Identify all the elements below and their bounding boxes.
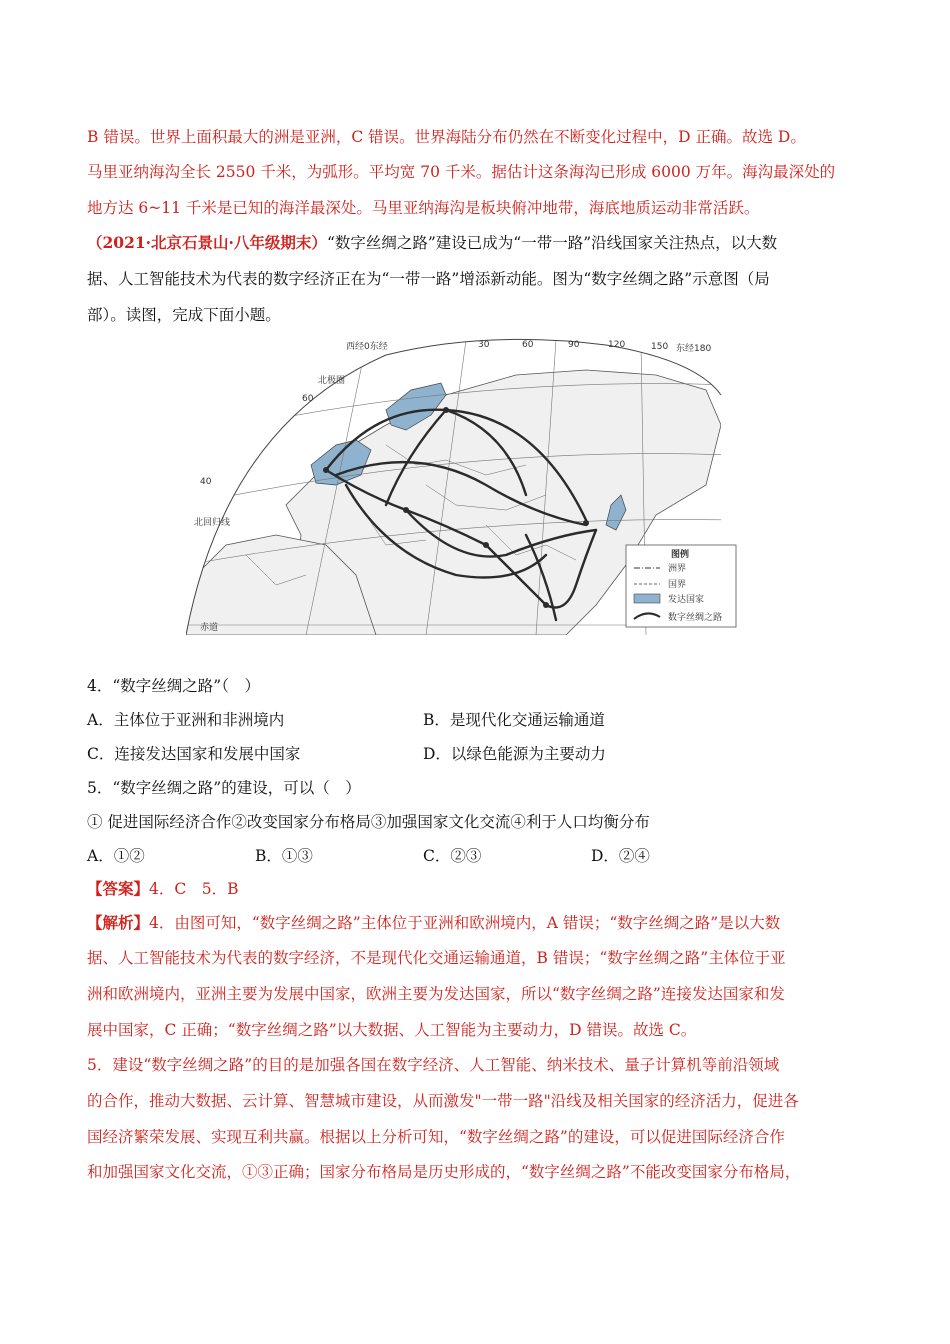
map-label-equator: 赤道 bbox=[200, 623, 219, 633]
map-label-top: 150 bbox=[651, 342, 669, 352]
answer-tag: 【答案】 bbox=[87, 879, 150, 898]
q5-option-a: A．①② bbox=[87, 847, 145, 865]
analysis-line: 和加强国家文化交流，①③正确；国家分布格局是历史形成的，“数字丝绸之路”不能改变国家分布格局， bbox=[87, 1163, 801, 1181]
analysis-line: 的合作，推动大数据、云计算、智慧城市建设，从而激发"一带一路"沿线及相关国家的经济活力，促进各 bbox=[87, 1092, 799, 1110]
map-label-top: 120 bbox=[608, 340, 626, 350]
analysis-line: 国经济繁荣发展、实现互利共赢。根据以上分析可知，“数字丝绸之路”的建设，可以促进国际经济合作 bbox=[87, 1128, 785, 1146]
question-4-stem: 4．“数字丝绸之路”（ ） bbox=[87, 677, 260, 695]
q4-option-b: B．是现代化交通运输通道 bbox=[423, 711, 605, 729]
answer-text: 4．C 5．B bbox=[149, 880, 239, 898]
map-label-top: 30 bbox=[478, 340, 490, 350]
legend-item: 国界 bbox=[668, 580, 687, 590]
q4-option-c: C．连接发达国家和发展中国家 bbox=[87, 745, 301, 763]
analysis-text: 4．由图可知，“数字丝绸之路”主体位于亚洲和欧洲境内，A 错误；“数字丝绸之路”是以大数 bbox=[149, 914, 781, 932]
map-legend bbox=[626, 545, 736, 627]
map-label-arctic: 北极圈 bbox=[318, 376, 346, 386]
digital-silk-road-map bbox=[186, 335, 746, 635]
map-label-lat: 40 bbox=[200, 477, 212, 487]
text-line: 马里亚纳海沟全长 2550 千米，为弧形。平均宽 70 千米。据估计这条海沟已形成 6000 万年。海沟最深处的 bbox=[87, 163, 836, 181]
map-label-top: 60 bbox=[522, 340, 534, 350]
q4-option-a: A．主体位于亚洲和非洲境内 bbox=[87, 711, 285, 729]
map-label-top: 90 bbox=[568, 340, 580, 350]
legend-item: 数字丝绸之路 bbox=[668, 613, 723, 623]
answer-line bbox=[87, 879, 877, 899]
q5-option-c: C．②③ bbox=[423, 847, 482, 865]
analysis-line bbox=[87, 913, 877, 933]
question-intro bbox=[87, 233, 877, 253]
analysis-line: 洲和欧洲境内，亚洲主要为发展中国家，欧洲主要为发达国家，所以“数字丝绸之路”连接发达国家和发 bbox=[87, 985, 785, 1003]
q5-option-d: D．②④ bbox=[591, 847, 650, 865]
map-label-lat: 60 bbox=[302, 394, 314, 404]
question-5-stem: 5．“数字丝绸之路”的建设，可以（ ） bbox=[87, 779, 361, 797]
intro-text: “数字丝绸之路”建设已成为“一带一路”沿线国家关注热点，以大数 bbox=[326, 234, 778, 252]
q4-option-d: D．以绿色能源为主要动力 bbox=[423, 745, 606, 763]
map-label-top: 东经180 bbox=[676, 344, 712, 354]
question-5-items: ① 促进国际经济合作②改变国家分布格局③加强国家文化交流④利于人口均衡分布 bbox=[87, 813, 650, 831]
legend-title: 图例 bbox=[671, 550, 690, 560]
text-line: 部）。读图，完成下面小题。 bbox=[87, 306, 281, 324]
analysis-line: 展中国家，C 正确；“数字丝绸之路”以大数据、人工智能为主要动力，D 错误。故选 C。 bbox=[87, 1021, 697, 1039]
text-line: 地方达 6~11 千米是已知的海洋最深处。马里亚纳海沟是板块俯冲地带，海底地质运动非常活跃。 bbox=[87, 199, 760, 217]
text-line: 据、人工智能技术为代表的数字经济正在为“一带一路”增添新动能。图为“数字丝绸之路”示意图（局 bbox=[87, 270, 770, 288]
analysis-line: 据、人工智能技术为代表的数字经济，不是现代化交通运输通道，B 错误；“数字丝绸之路”主体位于亚 bbox=[87, 949, 786, 967]
analysis-line: 5．建设“数字丝绸之路”的目的是加强各国在数字经济、人工智能、纳米技术、量子计算机等前沿领域 bbox=[87, 1056, 780, 1074]
analysis-tag: 【解析】 bbox=[87, 913, 150, 932]
text-line: B 错误。世界上面积最大的洲是亚洲，C 错误。世界海陆分布仍然在不断变化过程中，D 正确。故选 D。 bbox=[87, 128, 806, 146]
legend-item: 洲界 bbox=[668, 564, 687, 574]
legend-item: 发达国家 bbox=[668, 595, 705, 605]
question-source: （2021·北京石景山·八年级期末） bbox=[87, 233, 327, 252]
q5-option-b: B．①③ bbox=[255, 847, 313, 865]
map-label-top: 西经0东经 bbox=[346, 342, 388, 352]
map-label-tropic: 北回归线 bbox=[194, 518, 231, 528]
